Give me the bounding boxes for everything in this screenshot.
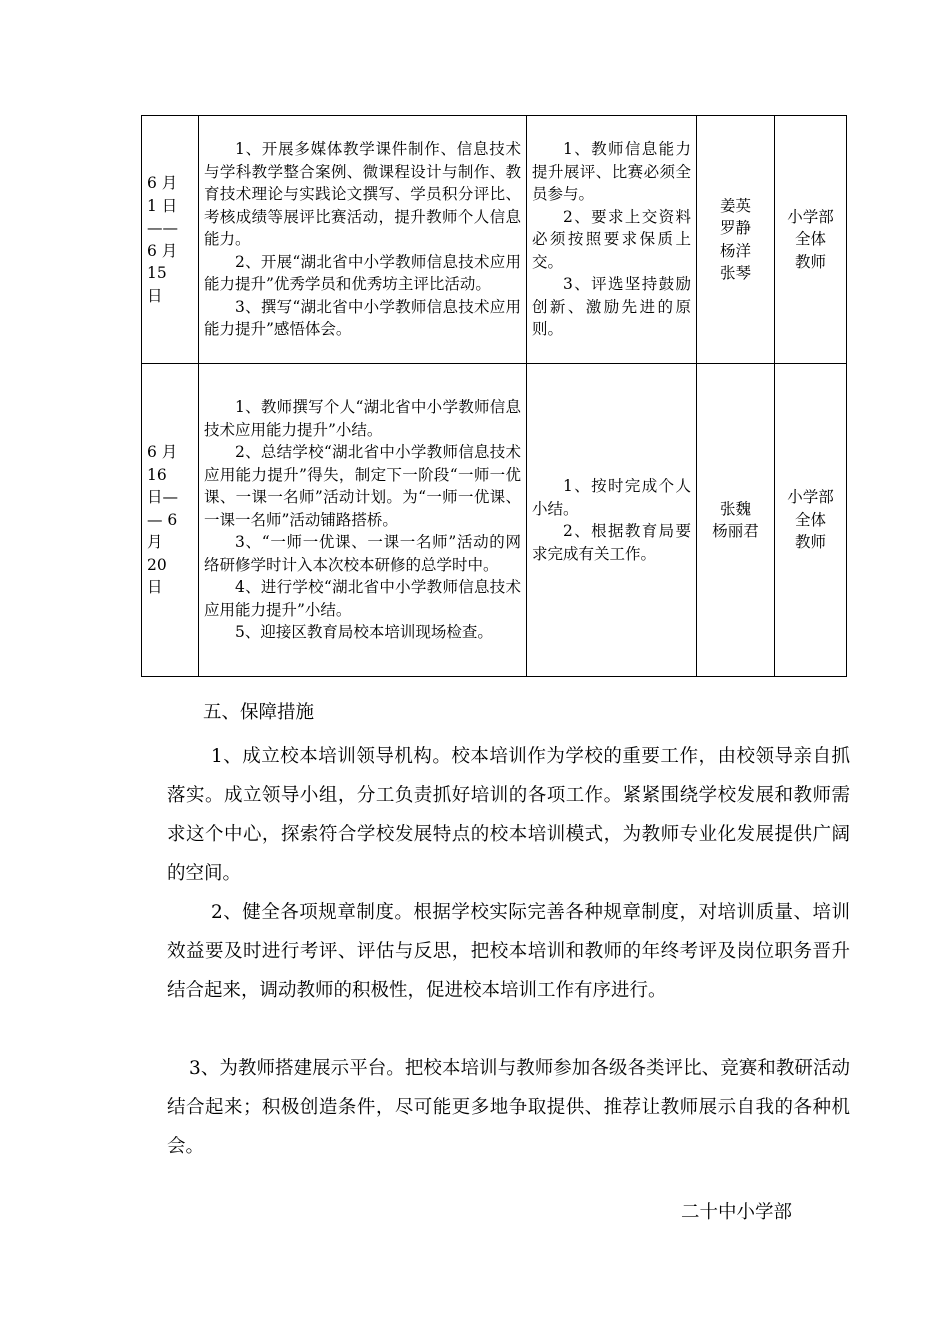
paragraph: 2、健全各项规章制度。根据学校实际完善各种规章制度，对培训质量、培训效益要及时进行考评、评估与反思，把校本培训和教师的年终考评及岗位职务晋升结合起来，调动教师的积极性，促进校本培训工作有序进行。: [167, 902, 850, 1001]
person-name: 罗静: [719, 219, 751, 237]
content-item: 2、总结学校“湖北省中小学教师信息技术应用能力提升”得失，制定下一阶段“一师一优课、一课一名师”活动计划。为“一师一优课、一课一名师”活动铺路搭桥。: [204, 443, 521, 529]
paragraph: 1、成立校本培训领导机构。校本培训作为学校的重要工作，由校领导亲自抓落实。成立领导小组，分工负责抓好培训的各项工作。紧紧围绕学校发展和教师需求这个中心，探索符合学校发展特点的校本培训模式，为教师专业化发展提供广阔的空间。: [167, 746, 850, 884]
requirement-item: 2、根据教育局要求完成有关工作。: [532, 522, 691, 563]
requirement-item: 2、要求上交资料必须按照要求保质上交。: [532, 207, 691, 271]
person-name: 杨丽君: [712, 522, 759, 540]
date-cell: [142, 116, 199, 364]
content-item: 3、“一师一优课、一课一名师”活动的网络研修学时计入本次校本研修的总学时中。: [204, 533, 521, 574]
content-item: 1、教师撰写个人“湖北省中小学教师信息技术应用能力提升”小结。: [204, 398, 521, 439]
paragraph: 3、为教师搭建展示平台。把校本培训与教师参加各级各类评比、竞赛和教研活动结合起来；积极创造条件，尽可能更多地争取提供、推荐让教师展示自我的各种机会。: [167, 1058, 850, 1157]
content-item: 5、迎接区教育局校本培训现场检查。: [235, 623, 493, 642]
target-line: 全体: [794, 510, 826, 529]
signature: 二十中小学部: [681, 1202, 793, 1223]
date-cell: [142, 364, 199, 677]
person-name: 张魏: [719, 499, 751, 518]
requirements-cell: [527, 364, 697, 677]
person-name: 杨洋: [719, 241, 751, 260]
target-line: 教师: [794, 252, 826, 271]
date-line: ——: [147, 219, 178, 237]
person-name: 张琴: [719, 264, 751, 282]
date-line: — 6: [147, 510, 178, 529]
date-line: 月: [147, 533, 163, 552]
content-item: 3、撰写“湖北省中小学教师信息技术应用能力提升”感悟体会。: [204, 297, 521, 339]
requirements-cell: [527, 116, 697, 364]
content-cell: [199, 116, 527, 364]
person-name: 姜英: [719, 196, 751, 215]
content-item: 2、开展“湖北省中小学教师信息技术应用能力提升”优秀学员和优秀坊主评比活动。: [204, 252, 521, 294]
date-line: 15: [147, 264, 167, 282]
requirement-item: 1、按时完成个人小结。: [532, 477, 691, 518]
date-line: 6 月: [147, 174, 178, 192]
date-line: 20: [147, 555, 167, 574]
target-line: 全体: [794, 230, 826, 249]
date-line: 日: [147, 286, 163, 305]
content-item: 4、进行学校“湖北省中小学教师信息技术应用能力提升”小结。: [204, 578, 521, 619]
target-line: 教师: [794, 533, 826, 552]
persons-cell: [697, 364, 775, 677]
requirement-item: 1、教师信息能力提升展评、比赛必须全员参与。: [532, 140, 691, 204]
target-cell: [775, 364, 847, 677]
persons-cell: [697, 116, 775, 364]
table-row: [142, 116, 847, 364]
date-line: 日—: [147, 488, 179, 507]
target-line: 小学部: [787, 488, 834, 507]
table-row: [142, 364, 847, 677]
date-line: 6 月: [147, 443, 178, 462]
date-line: 16: [147, 465, 167, 484]
date-line: 日: [147, 578, 163, 597]
target-line: 小学部: [787, 207, 834, 226]
date-line: 6 月: [147, 241, 178, 260]
content-cell: [199, 364, 527, 677]
section-heading: 五、保障措施: [203, 702, 315, 723]
target-cell: [775, 116, 847, 364]
date-line: 1 日: [147, 196, 178, 215]
content-item: 1、开展多媒体教学课件制作、信息技术与学科教学整合案例、微课程设计与制作、教育技术理论与实践论文撰写、学员积分评比、考核成绩等展评比赛活动，提升教师个人信息能力。: [204, 140, 521, 249]
schedule-table: [141, 115, 847, 677]
requirement-item: 3、评选坚持鼓励创新、激励先进的原则。: [532, 275, 691, 339]
